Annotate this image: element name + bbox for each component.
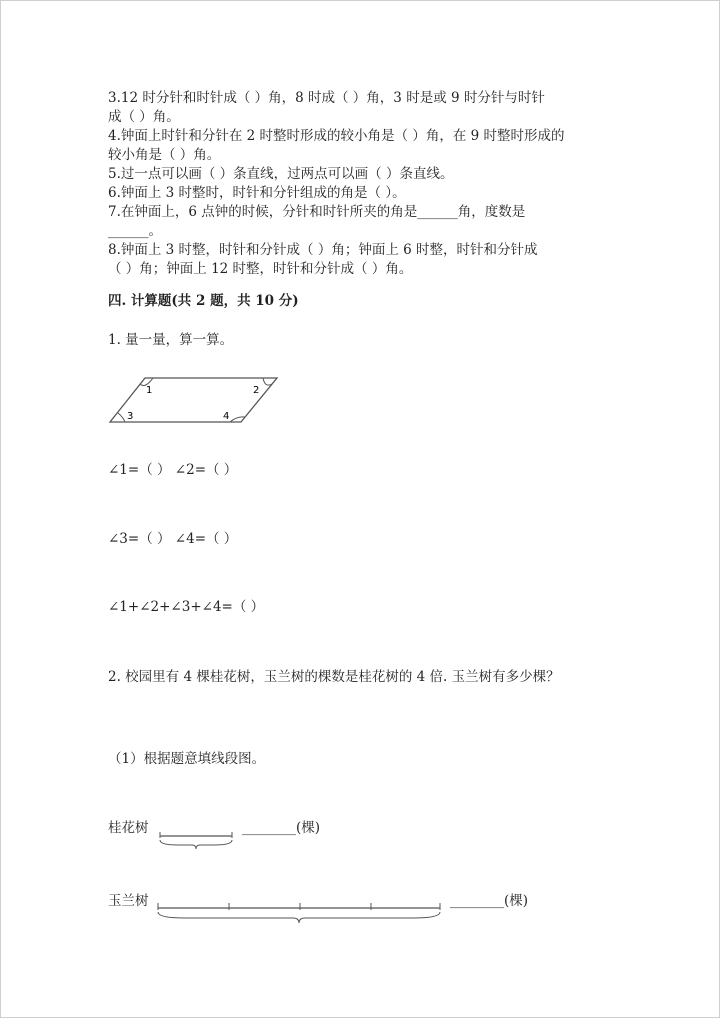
- angle-answer-line-2: ∠3=（ ） ∠4=（ ）: [108, 531, 238, 547]
- question-3-line-2: 成（ ）角。: [108, 109, 180, 125]
- question-4-line-1: 4.钟面上时针和分针在 2 时整时形成的较小角是（ ）角，在 9 时整时形成的: [108, 128, 565, 144]
- parallelogram-figure: [105, 372, 285, 432]
- question-7-line-1: 7.在钟面上，6 点钟的时候，分针和时针所夹的角是______角，度数是: [108, 204, 526, 220]
- row-1-segment: [158, 828, 238, 850]
- angle-answer-line-1: ∠1=（ ） ∠2=（ ）: [108, 462, 238, 478]
- angle-2-label: 2: [253, 385, 260, 396]
- row-2-segment: [155, 900, 445, 926]
- calc-question-2-prompt: 2. 校园里有 4 棵桂花树，玉兰树的棵数是桂花树的 4 倍. 玉兰树有多少棵？: [108, 669, 560, 685]
- question-4-line-2: 较小角是（ ）角。: [108, 147, 221, 163]
- question-3-line-1: 3.12 时分针和时针成（ ）角，8 时成（ ）角，3 时是或 9 时分针与时针: [108, 90, 545, 106]
- row-1-unit: ________(棵): [242, 820, 321, 836]
- calc-question-2-sub1: （1）根据题意填线段图。: [108, 751, 266, 767]
- question-8-line-1: 8.钟面上 3 时整，时针和分针成（ ）角；钟面上 6 时整，时针和分针成: [108, 242, 538, 258]
- section-4-title: 四. 计算题(共 2 题，共 10 分): [108, 293, 299, 309]
- row-2-brace: [158, 912, 440, 923]
- angle-3-label: 3: [127, 411, 134, 422]
- parallelogram-shape: [110, 378, 277, 422]
- row-2-unit: ________(棵): [450, 893, 529, 909]
- angle-2-arc: [263, 378, 272, 385]
- angle-answer-line-3: ∠1+∠2+∠3+∠4=（ ）: [108, 599, 265, 615]
- angle-1-label: 1: [146, 385, 153, 396]
- calc-question-1-prompt: 1. 量一量，算一算。: [108, 332, 234, 348]
- angle-4-label: 4: [223, 411, 230, 422]
- question-6: 6.钟面上 3 时整时，时针和分针组成的角是（ ）。: [108, 185, 406, 201]
- row-2-label: 玉兰树: [108, 893, 149, 909]
- angle-3-arc: [118, 413, 125, 422]
- question-8-line-2: （ ）角；钟面上 12 时整，时针和分针成（ ）角。: [108, 261, 413, 277]
- row-1-brace: [160, 840, 232, 849]
- question-7-line-2: ______。: [108, 223, 162, 239]
- question-5: 5.过一点可以画（ ）条直线，过两点可以画（ ）条直线。: [108, 166, 454, 182]
- row-1-label: 桂花树: [108, 820, 149, 836]
